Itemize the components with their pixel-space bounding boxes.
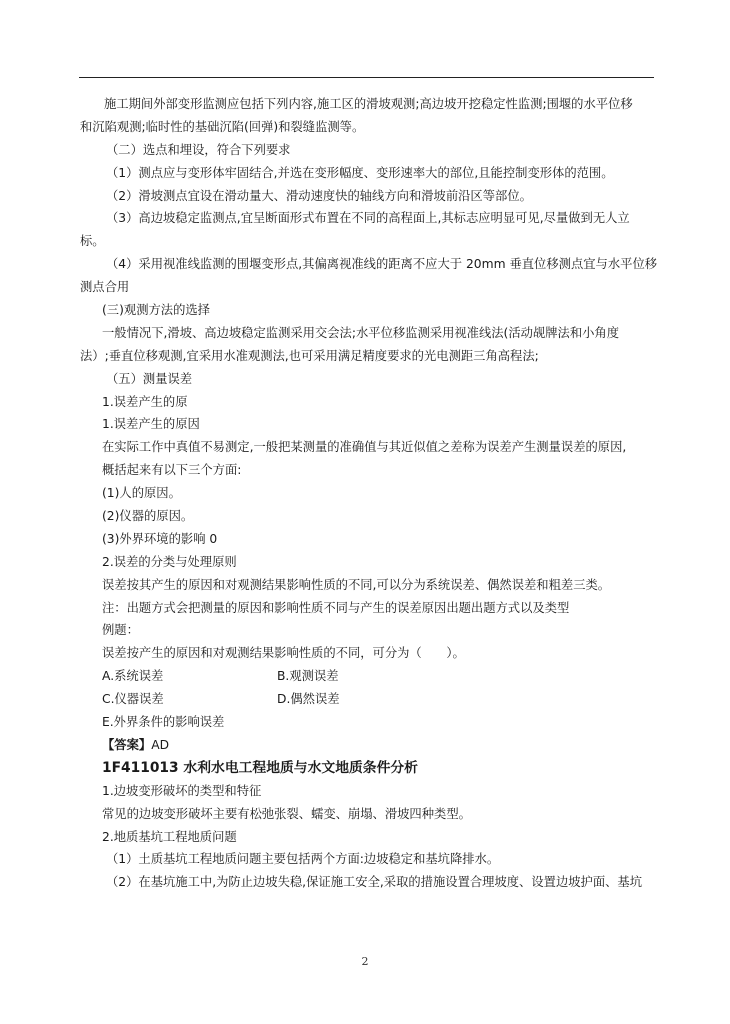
paragraph-line: 一般情况下,滑坡、高边坡稳定监测采用交会法;水平位移监测采用视准线法(活动觇牌法和小角度 — [102, 325, 620, 340]
page-number: 2 — [361, 955, 369, 968]
answer-label: 【答案】 — [102, 737, 152, 752]
paragraph-line: 1.误差产生的原 — [102, 394, 188, 409]
paragraph-line: 1.边坡变形破坏的类型和特征 — [102, 783, 262, 798]
option-e: E.外界条件的影响误差 — [102, 715, 225, 730]
answer-line — [80, 734, 656, 757]
paragraph-line: 施工期间外部变形监测应包括下列内容,施工区的滑坡观测;高边坡开挖稳定性监测;围堰的水平位移 — [104, 97, 633, 111]
list-item: (2)仪器的原因。 — [102, 509, 194, 524]
paragraph-line: （3）高边坡稳定监测点,宜呈断面形式布置在不同的高程面上,其标志应明显可见,尽量做到无人立 — [106, 211, 630, 226]
option-c: C.仪器误差 — [102, 692, 164, 707]
paragraph-line: 测点合用 — [80, 280, 130, 295]
document-body — [80, 93, 656, 894]
subsection-title: (三)观测方法的选择 — [102, 303, 210, 318]
list-item: (3)外界环境的影响 0 — [102, 531, 218, 546]
paragraph-line: （2）在基坑施工中,为防止边坡失稳,保证施工安全,采取的措施设置合理坡度、设置边坡护面、基坑 — [106, 875, 643, 890]
question-line: 误差按产生的原因和对观测结果影响性质的不同，可分为（ ）。 — [102, 646, 465, 661]
list-item: (1)人的原因。 — [102, 486, 181, 501]
note-line: 注：出题方式会把测量的原因和影响性质不同与产生的误差原因出题出题方式以及类型 — [102, 600, 570, 615]
options-row — [80, 665, 656, 688]
option-d: D.偶然误差 — [277, 692, 340, 707]
paragraph-line: 法）;垂直位移观测,宜采用水准观测法,也可采用满足精度要求的光电测距三角高程法; — [80, 348, 539, 363]
example-label: 例题： — [102, 623, 139, 638]
option-a: A.系统误差 — [102, 669, 164, 684]
paragraph-line: （1）测点应与变形体牢固结合,并选在变形幅度、变形速率大的部位,且能控制变形体的范围。 — [106, 165, 614, 180]
paragraph-line: 1.误差产生的原因 — [102, 417, 200, 432]
paragraph-line: 标。 — [80, 234, 105, 249]
paragraph-line: 2.误差的分类与处理原则 — [102, 554, 237, 569]
paragraph-line: （4）采用视准线监测的围堰变形点,其偏离视准线的距离不应大于 20mm 垂直位移测点宜与水平位移 — [106, 257, 658, 272]
paragraph-line: 在实际工作中真值不易测定,一般把某测量的准确值与其近似值之差称为误差产生测量误差的原因, — [102, 440, 627, 455]
answer-value: AD — [151, 737, 170, 752]
subsection-title: （二）选点和埋设，符合下列要求 — [106, 142, 291, 157]
paragraph-line: （2）滑坡测点宜设在滑动量大、滑动速度快的轴线方向和滑坡前沿区等部位。 — [106, 188, 532, 203]
paragraph-line: 常见的边坡变形破坏主要有松弛张裂、蠕变、崩塌、滑坡四种类型。 — [102, 806, 471, 821]
paragraph-line: 和沉陷观测;临时性的基础沉陷(回弹)和裂缝监测等。 — [80, 119, 365, 134]
section-heading: 1F411013 水利水电工程地质与水文地质条件分析 — [102, 759, 418, 776]
paragraph-line: 概括起来有以下三个方面: — [102, 463, 242, 478]
options-row — [80, 688, 656, 711]
paragraph-line: 2.地质基坑工程地质问题 — [102, 829, 237, 844]
option-b: B.观测误差 — [277, 669, 339, 684]
paragraph-line: （1）土质基坑工程地质问题主要包括两个方面:边坡稳定和基坑降排水。 — [106, 852, 500, 867]
subsection-title: （五）测量误差 — [106, 371, 193, 386]
header-rule — [79, 77, 654, 78]
paragraph-line: 误差按其产生的原因和对观测结果影响性质的不同,可以分为系统误差、偶然误差和粗差三类。 — [102, 577, 611, 592]
